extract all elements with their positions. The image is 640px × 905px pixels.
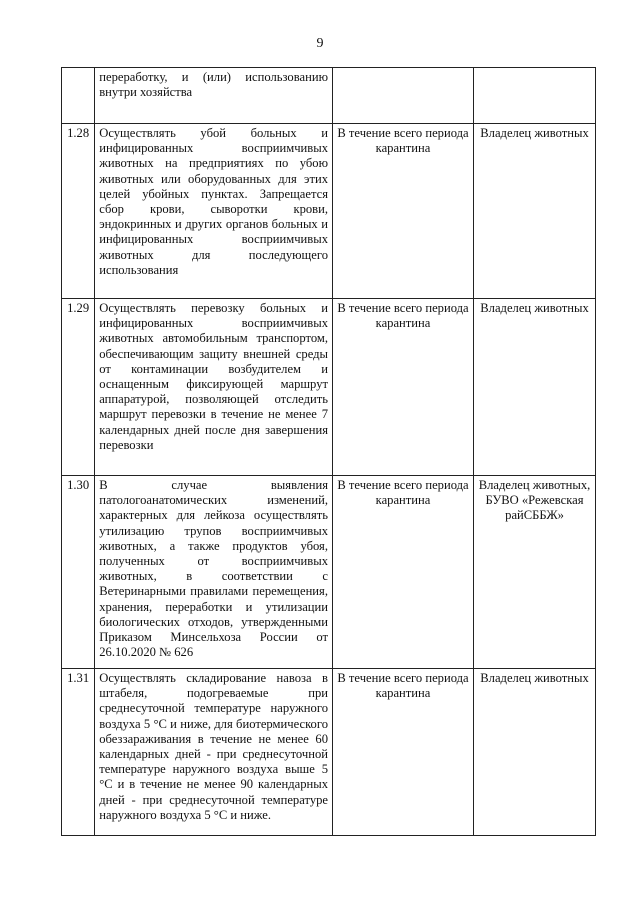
table-row [62,68,596,124]
measure-responsible: Владелец животных [474,299,596,476]
table-row [62,669,596,836]
measure-text: переработку, и (или) использованию внутри хозяйства [95,68,333,124]
item-number: 1.31 [62,669,95,836]
table-row [62,476,596,669]
measure-text: В случае выявления патологоанатомических изменений, характерных для лейкоза осуществлять утилизацию трупов восприимчивых животных, а также продуктов убоя, полученных от восприимчивых животных, в соответствии с Ветеринарными правилами перемещения, хранения, переработки и утилизации биологических отходов, утвержденными Приказом Минсельхоза России от 26.10.2020 № 626 [95,476,333,669]
item-number: 1.29 [62,299,95,476]
measure-responsible: Владелец животных [474,124,596,299]
measure-term [333,68,474,124]
item-number: 1.28 [62,124,95,299]
item-number: 1.30 [62,476,95,669]
measure-text: Осуществлять перевозку больных и инфицированных восприимчивых животных автомобильным транспортом, обеспечивающим защиту внешней среды от контаминации возбудителем и оснащенным фиксирующей маршрут аппаратурой, позволяющей отследить маршрут перевозки в течение не менее 7 календарных дней после дня завершения перевозки [95,299,333,476]
measure-term: В течение всего периода карантина [333,669,474,836]
page-number: 9 [316,36,324,51]
table-row [62,124,596,299]
measure-responsible: Владелец животных [474,669,596,836]
item-number [62,68,95,124]
measure-term: В течение всего периода карантина [333,476,474,669]
measure-responsible: Владелец животных, БУВО «Режевская райСББЖ» [474,476,596,669]
measure-term: В течение всего периода карантина [333,124,474,299]
measure-text: Осуществлять убой больных и инфицированных восприимчивых животных на предприятиях по убою животных или оборудованных для этих целей убойных пунктах. Запрещается сбор крови, сыворотки крови, эндокринных и других органов больных и инфицированных восприимчивых животных для последующего использования [95,124,333,299]
measures-table [61,67,596,836]
measure-text: Осуществлять складирование навоза в штабеля, подогреваемые при среднесуточной температуре наружного воздуха 5 °С и ниже, для биотермического обеззараживания в течение не менее 60 календарных дней - при среднесуточной температуре наружного воздуха выше 5 °С и в течение не менее 90 календарных дней - при среднесуточной температуре наружного воздуха 5 °С и ниже. [95,669,333,836]
measure-term: В течение всего периода карантина [333,299,474,476]
measure-responsible [474,68,596,124]
table-row [62,299,596,476]
